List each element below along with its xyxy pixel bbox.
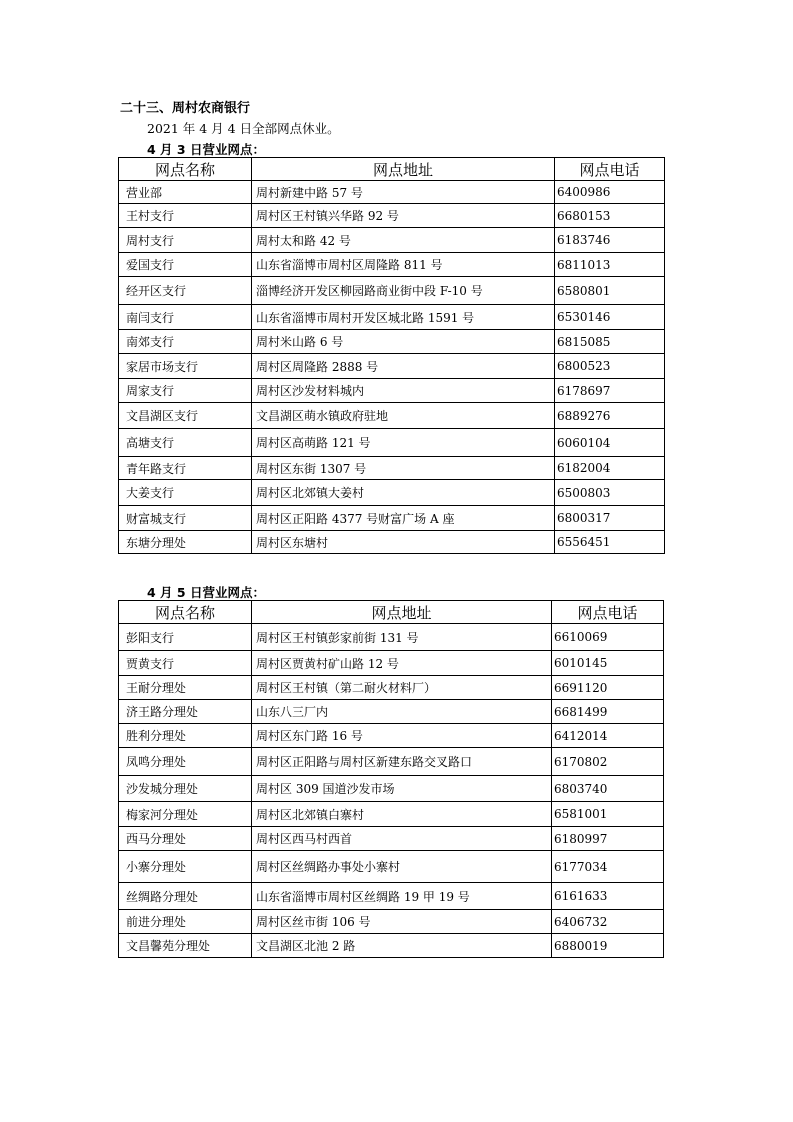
branch-name-cell: 大姜支行 (119, 480, 252, 506)
branch-name-cell: 王村支行 (119, 204, 252, 228)
branch-phone-cell: 6060104 (555, 429, 665, 457)
table-body (119, 624, 664, 958)
table-row (119, 330, 665, 354)
branch-address-cell: 淄博经济开发区柳园路商业街中段 F-10 号 (252, 277, 555, 305)
branch-phone-cell: 6880019 (552, 934, 664, 958)
section-heading-april-3: 4 月 3 日营业网点： (147, 142, 265, 157)
branch-address-cell: 周村区东街 1307 号 (252, 457, 555, 480)
branch-name-cell: 胜利分理处 (119, 724, 252, 748)
table-row (119, 429, 665, 457)
table-row (119, 776, 664, 802)
branch-address-cell: 周村区北郊镇白寨村 (252, 802, 552, 827)
branch-name-cell: 周村支行 (119, 228, 252, 253)
branch-name-cell: 文昌湖区支行 (119, 403, 252, 429)
branch-name-cell: 文昌馨苑分理处 (119, 934, 252, 958)
branch-name-cell: 家居市场支行 (119, 354, 252, 379)
table-row (119, 403, 665, 429)
branch-address-cell: 周村区王村镇兴华路 92 号 (252, 204, 555, 228)
branch-address-cell: 周村区贾黄村矿山路 12 号 (252, 651, 552, 676)
branch-phone-cell: 6178697 (555, 379, 665, 403)
table-row (119, 883, 664, 910)
table-row (119, 910, 664, 934)
table-row (119, 802, 664, 827)
branch-phone-cell: 6412014 (552, 724, 664, 748)
branch-phone-cell: 6680153 (555, 204, 665, 228)
branch-name-cell: 贾黄支行 (119, 651, 252, 676)
branch-phone-cell: 6815085 (555, 330, 665, 354)
table-row (119, 204, 665, 228)
branch-phone-cell: 6177034 (552, 851, 664, 883)
branch-name-cell: 彭阳支行 (119, 624, 252, 651)
branch-address-cell: 周村区丝市街 106 号 (252, 910, 552, 934)
branch-name-cell: 前进分理处 (119, 910, 252, 934)
table-header-row (119, 158, 665, 181)
column-header-phone: 网点电话 (555, 158, 665, 181)
branch-phone-cell: 6180997 (552, 827, 664, 851)
table-row (119, 651, 664, 676)
table-row (119, 457, 665, 480)
branch-address-cell: 周村区西马村西首 (252, 827, 552, 851)
branch-phone-cell: 6170802 (552, 748, 664, 776)
branch-phone-cell: 6406732 (552, 910, 664, 934)
page-title: 二十三、周村农商银行 (120, 101, 251, 116)
branch-phone-cell: 6580801 (555, 277, 665, 305)
table-row (119, 506, 665, 531)
branch-phone-cell: 6010145 (552, 651, 664, 676)
table-row (119, 379, 665, 403)
branch-table-april-5 (118, 600, 664, 958)
branch-address-cell: 周村米山路 6 号 (252, 330, 555, 354)
branch-phone-cell: 6889276 (555, 403, 665, 429)
branch-name-cell: 东塘分理处 (119, 531, 252, 554)
branch-phone-cell: 6183746 (555, 228, 665, 253)
table-header-row (119, 601, 664, 624)
column-header-name: 网点名称 (119, 158, 252, 181)
table-row (119, 724, 664, 748)
branch-address-cell: 文昌湖区萌水镇政府驻地 (252, 403, 555, 429)
section-heading-april-5: 4 月 5 日营业网点： (147, 585, 265, 600)
branch-name-cell: 南闫支行 (119, 305, 252, 330)
branch-phone-cell: 6681499 (552, 700, 664, 724)
branch-name-cell: 爱国支行 (119, 253, 252, 277)
branch-address-cell: 周村新建中路 57 号 (252, 181, 555, 204)
branch-name-cell: 济王路分理处 (119, 700, 252, 724)
branch-name-cell: 营业部 (119, 181, 252, 204)
branch-phone-cell: 6803740 (552, 776, 664, 802)
branch-phone-cell: 6610069 (552, 624, 664, 651)
table-body (119, 181, 665, 554)
branch-name-cell: 高塘支行 (119, 429, 252, 457)
branch-address-cell: 周村区正阳路与周村区新建东路交叉路口 (252, 748, 552, 776)
table-row (119, 851, 664, 883)
branch-address-cell: 周村区北郊镇大姜村 (252, 480, 555, 506)
branch-phone-cell: 6400986 (555, 181, 665, 204)
branch-name-cell: 小寨分理处 (119, 851, 252, 883)
table-row (119, 700, 664, 724)
branch-address-cell: 周村太和路 42 号 (252, 228, 555, 253)
branch-address-cell: 山东八三厂内 (252, 700, 552, 724)
branch-phone-cell: 6800317 (555, 506, 665, 531)
table-row (119, 181, 665, 204)
branch-phone-cell: 6556451 (555, 531, 665, 554)
table-row (119, 480, 665, 506)
column-header-address: 网点地址 (252, 601, 552, 624)
table-row (119, 934, 664, 958)
branch-phone-cell: 6811013 (555, 253, 665, 277)
table-row (119, 277, 665, 305)
table-row (119, 305, 665, 330)
table-row (119, 624, 664, 651)
table-row (119, 354, 665, 379)
branch-name-cell: 青年路支行 (119, 457, 252, 480)
branch-address-cell: 周村区正阳路 4377 号财富广场 A 座 (252, 506, 555, 531)
branch-name-cell: 沙发城分理处 (119, 776, 252, 802)
branch-phone-cell: 6581001 (552, 802, 664, 827)
branch-name-cell: 周家支行 (119, 379, 252, 403)
column-header-name: 网点名称 (119, 601, 252, 624)
branch-address-cell: 周村区王村镇（第二耐火材料厂） (252, 676, 552, 700)
column-header-phone: 网点电话 (552, 601, 664, 624)
column-header-address: 网点地址 (252, 158, 555, 181)
table-row (119, 748, 664, 776)
branch-phone-cell: 6500803 (555, 480, 665, 506)
branch-name-cell: 财富城支行 (119, 506, 252, 531)
branch-name-cell: 凤鸣分理处 (119, 748, 252, 776)
branch-address-cell: 周村区东门路 16 号 (252, 724, 552, 748)
branch-address-cell: 文昌湖区北池 2 路 (252, 934, 552, 958)
table-row (119, 228, 665, 253)
closure-notice: 2021 年 4 月 4 日全部网点休业。 (147, 121, 340, 136)
branch-phone-cell: 6800523 (555, 354, 665, 379)
branch-address-cell: 周村区丝绸路办事处小寨村 (252, 851, 552, 883)
table-row (119, 531, 665, 554)
branch-table-april-3 (118, 157, 665, 554)
branch-address-cell: 周村区 309 国道沙发市场 (252, 776, 552, 802)
branch-address-cell: 山东省淄博市周村开发区城北路 1591 号 (252, 305, 555, 330)
branch-phone-cell: 6161633 (552, 883, 664, 910)
branch-address-cell: 山东省淄博市周村区周隆路 811 号 (252, 253, 555, 277)
branch-address-cell: 山东省淄博市周村区丝绸路 19 甲 19 号 (252, 883, 552, 910)
branch-address-cell: 周村区东塘村 (252, 531, 555, 554)
table-row (119, 253, 665, 277)
branch-phone-cell: 6182004 (555, 457, 665, 480)
branch-name-cell: 梅家河分理处 (119, 802, 252, 827)
branch-name-cell: 丝绸路分理处 (119, 883, 252, 910)
branch-address-cell: 周村区高萌路 121 号 (252, 429, 555, 457)
branch-address-cell: 周村区沙发材料城内 (252, 379, 555, 403)
branch-name-cell: 南郊支行 (119, 330, 252, 354)
branch-phone-cell: 6691120 (552, 676, 664, 700)
branch-name-cell: 王耐分理处 (119, 676, 252, 700)
branch-phone-cell: 6530146 (555, 305, 665, 330)
branch-name-cell: 西马分理处 (119, 827, 252, 851)
table-row (119, 827, 664, 851)
branch-address-cell: 周村区周隆路 2888 号 (252, 354, 555, 379)
table-row (119, 676, 664, 700)
branch-name-cell: 经开区支行 (119, 277, 252, 305)
branch-address-cell: 周村区王村镇彭家前街 131 号 (252, 624, 552, 651)
